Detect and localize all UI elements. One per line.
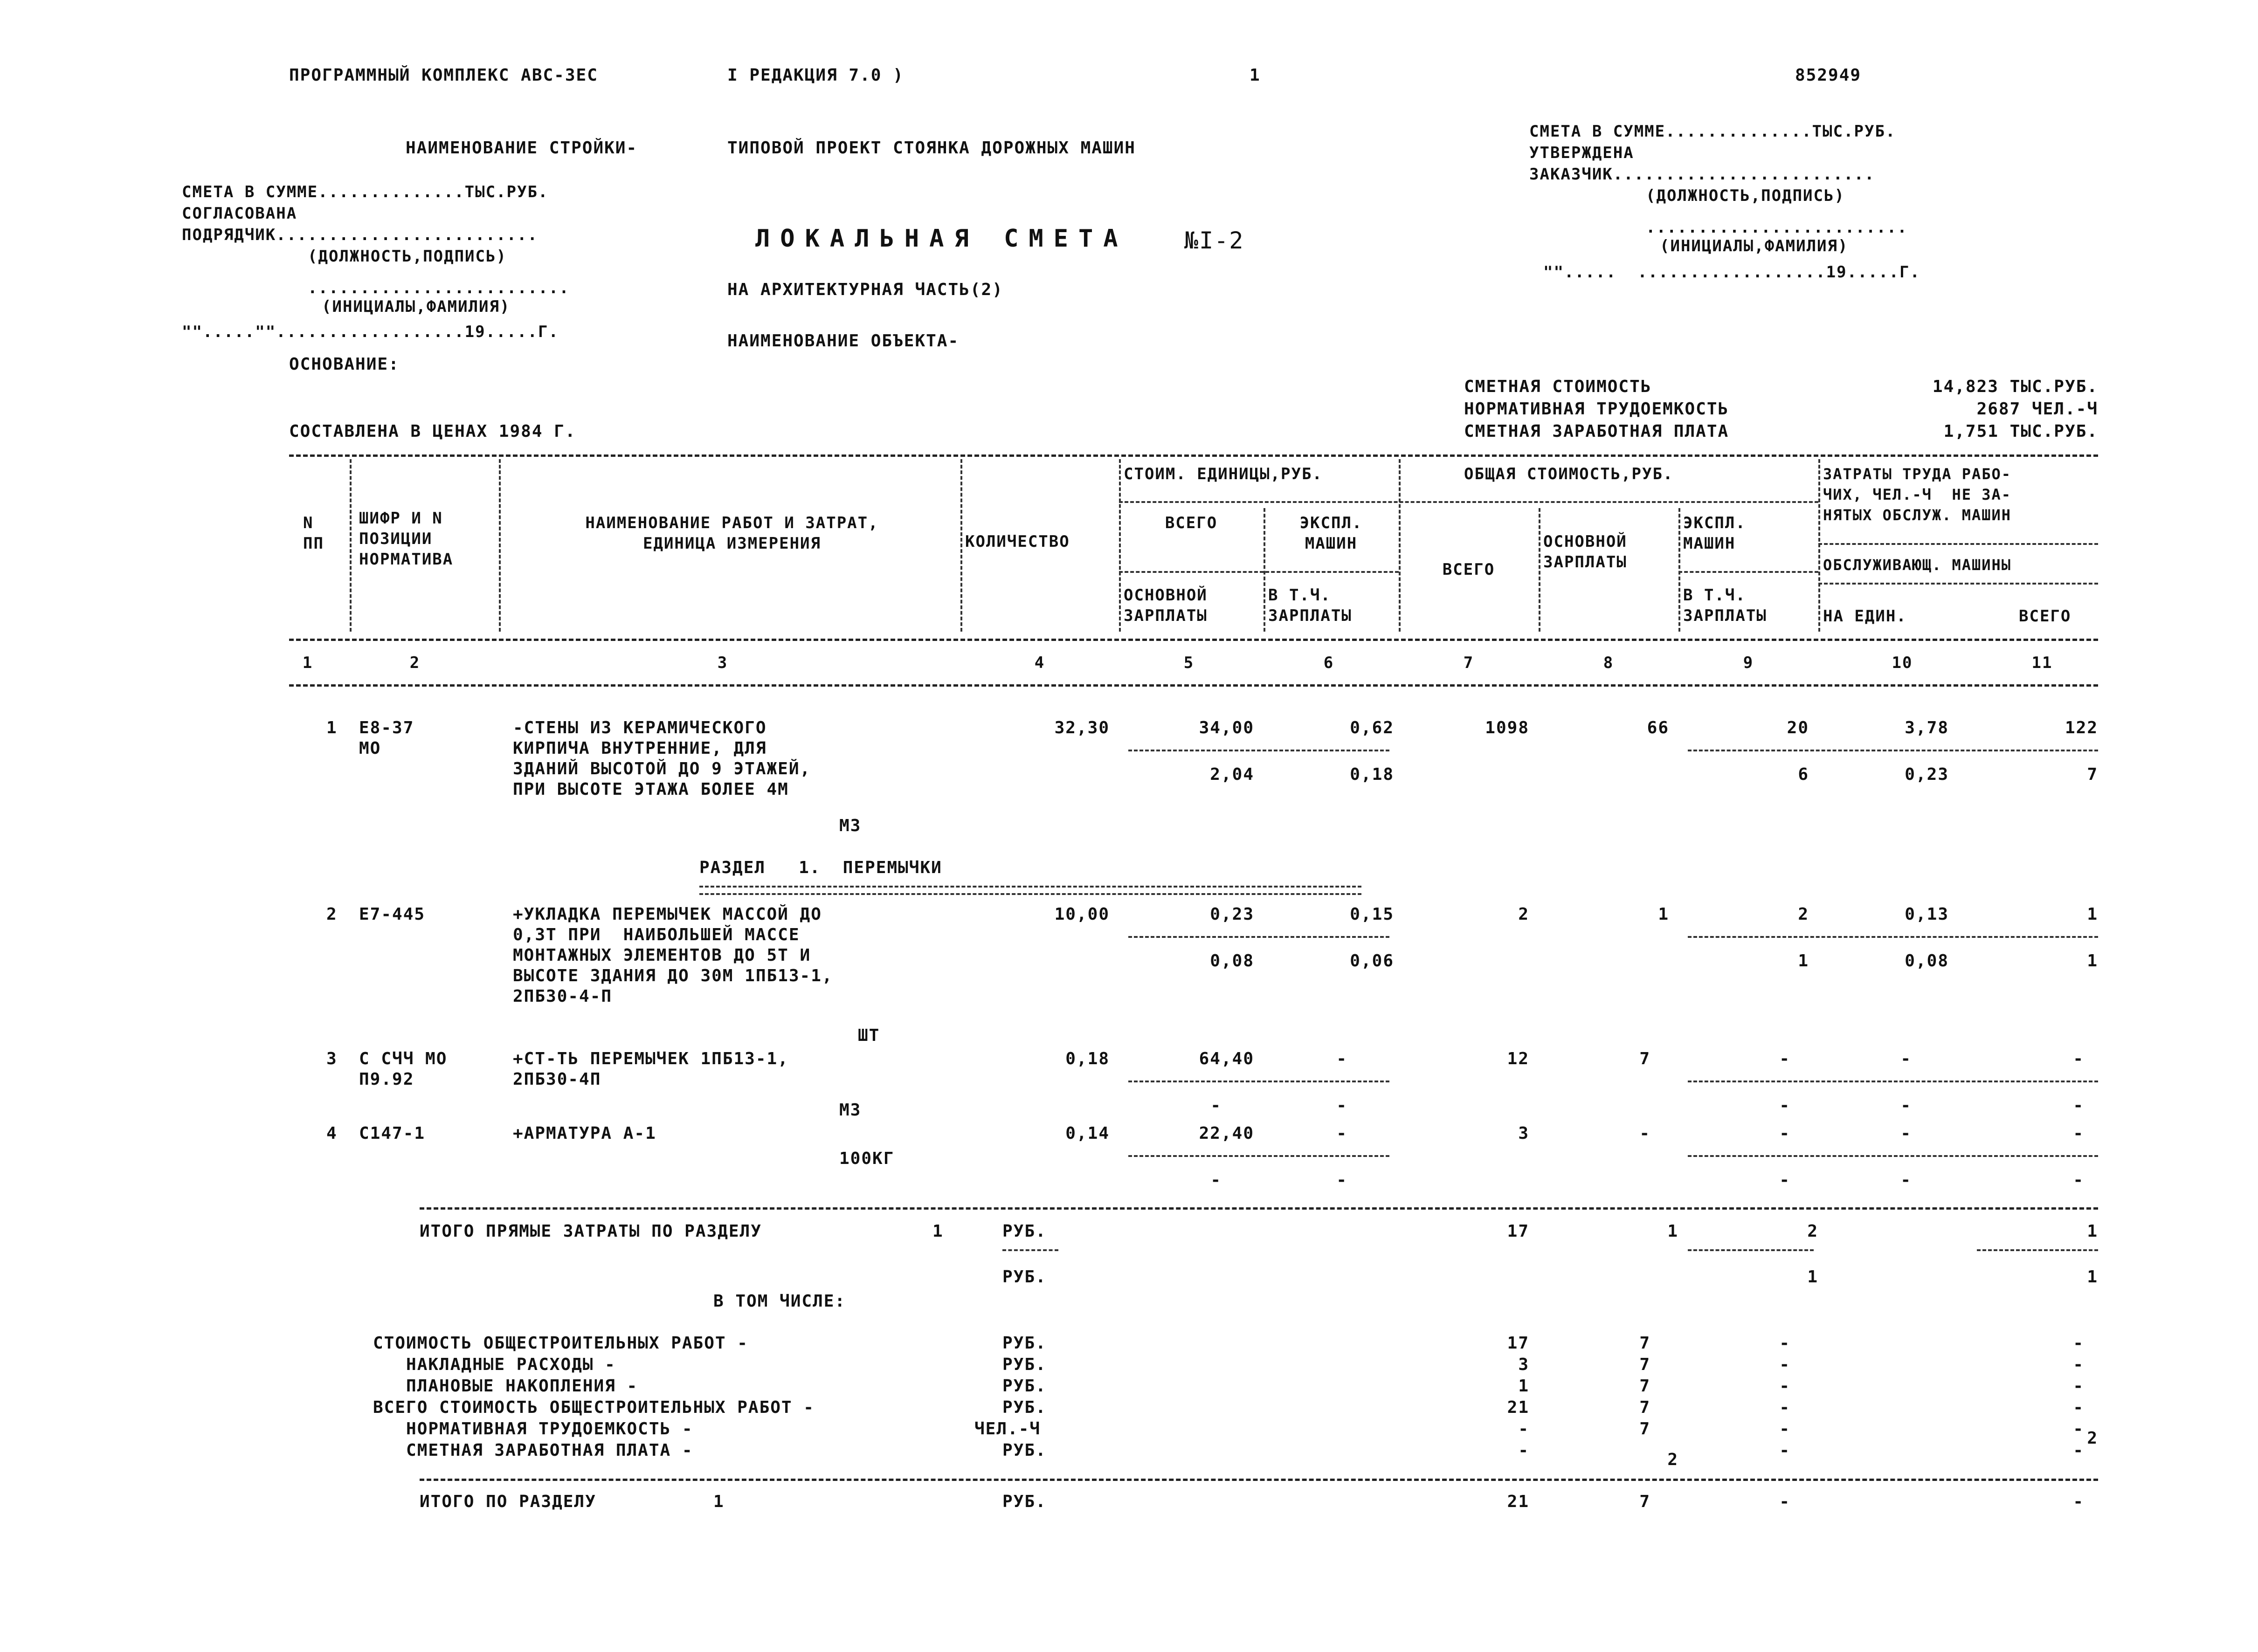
row-code: С СЧЧ МО П9.92 bbox=[359, 1049, 448, 1089]
right-approved: УТВЕРЖДЕНА bbox=[1529, 144, 1634, 162]
th-code: ШИФР И N ПОЗИЦИИ НОРМАТИВА bbox=[359, 509, 454, 569]
breakdown-unit: РУБ. bbox=[1002, 1355, 1047, 1374]
th-unit-basic: ОСНОВНОЙ ЗАРПЛАТЫ bbox=[1124, 586, 1208, 625]
row-unit: М3 bbox=[839, 816, 862, 835]
row-quantity: 10,00 bbox=[1054, 905, 1110, 924]
row-total-incl: - bbox=[1779, 1096, 1790, 1115]
th-rule bbox=[1119, 571, 1399, 573]
row-total: 3 bbox=[1518, 1124, 1529, 1143]
breakdown-mach: - bbox=[1779, 1419, 1790, 1439]
header-col-sep bbox=[960, 459, 962, 632]
section-total-basic: 7 bbox=[1639, 1492, 1650, 1511]
section-total-mach: - bbox=[1779, 1492, 1790, 1511]
row-labor-unit2: - bbox=[1900, 1096, 1912, 1115]
including-label: В ТОМ ЧИСЛЕ: bbox=[713, 1292, 846, 1311]
row-total-mach: 2 bbox=[1798, 905, 1809, 924]
row-name: +СТ-ТЬ ПЕРЕМЫЧЕК 1ПБ13-1, 2ПБ30-4П bbox=[513, 1049, 789, 1089]
breakdown-mach: - bbox=[1779, 1398, 1790, 1417]
th-col-num: 3 bbox=[717, 654, 728, 672]
row-subrule bbox=[1688, 936, 2098, 938]
row-unit-incl: - bbox=[1336, 1096, 1347, 1115]
row-labor-unit2: 0,08 bbox=[1905, 951, 1949, 971]
row-unit-basic: - bbox=[1210, 1096, 1222, 1115]
part-name: НА АРХИТЕКТУРНАЯ ЧАСТЬ(2) bbox=[727, 280, 1003, 299]
row-labor-total2: 7 bbox=[2087, 765, 2098, 784]
th-labor-group: ЗАТРАТЫ ТРУДА РАБО- ЧИХ, ЧЕЛ.-Ч НЕ ЗА- НЯТЫХ ОБСЛУЖ. МАШИН bbox=[1823, 465, 2012, 524]
left-agreed: СОГЛАСОВАНА bbox=[182, 204, 297, 223]
totals-subrule bbox=[1977, 1249, 2098, 1251]
row-subrule bbox=[1688, 1081, 2098, 1082]
th-col-num: 1 bbox=[302, 654, 313, 672]
row-subrule bbox=[1128, 936, 1389, 938]
breakdown-labor: - bbox=[2073, 1419, 2084, 1439]
osnovanie-label: ОСНОВАНИЕ: bbox=[289, 355, 400, 374]
object-label: НАИМЕНОВАНИЕ ОБЪЕКТА- bbox=[727, 331, 960, 351]
breakdown-basic: 7 bbox=[1639, 1398, 1650, 1417]
breakdown-total: - bbox=[1518, 1441, 1529, 1460]
row-number: 3 bbox=[326, 1049, 338, 1068]
breakdown-mach: - bbox=[1779, 1334, 1790, 1353]
row-labor-total2: - bbox=[2073, 1096, 2084, 1115]
breakdown-label: СМЕТНАЯ ЗАРАБОТНАЯ ПЛАТА - bbox=[373, 1441, 693, 1460]
breakdown-mach: - bbox=[1779, 1441, 1790, 1460]
breakdown-basic: 7 bbox=[1639, 1377, 1650, 1396]
summary-labor-label: НОРМАТИВНАЯ ТРУДОЕМКОСТЬ bbox=[1464, 399, 1729, 419]
edition: I РЕДАКЦИЯ 7.0 ) bbox=[727, 66, 904, 85]
breakdown-mach: - bbox=[1779, 1355, 1790, 1374]
totals-subrule bbox=[1002, 1249, 1058, 1251]
row-unit-incl: - bbox=[1336, 1170, 1347, 1190]
breakdown-total: 21 bbox=[1507, 1398, 1529, 1417]
summary-wage-label: СМЕТНАЯ ЗАРАБОТНАЯ ПЛАТА bbox=[1464, 422, 1729, 441]
header-col-sep bbox=[1399, 459, 1401, 632]
left-position-sign: (ДОЛЖНОСТЬ,ПОДПИСЬ) bbox=[308, 247, 507, 266]
direct-costs-basic: 1 bbox=[1667, 1222, 1678, 1241]
row-total: 12 bbox=[1507, 1049, 1529, 1068]
breakdown-unit: РУБ. bbox=[1002, 1398, 1047, 1417]
th-labor-sub: ОБСЛУЖИВАЮЩ. МАШИНЫ bbox=[1823, 556, 2012, 574]
th-rule bbox=[1119, 501, 1818, 503]
row-code: Е7-445 bbox=[359, 905, 426, 924]
th-unit-group: СТОИМ. ЕДИНИЦЫ,РУБ. bbox=[1124, 465, 1323, 483]
row-unit-basic: 2,04 bbox=[1210, 765, 1254, 784]
row-unit: М3 bbox=[839, 1101, 862, 1120]
row-subrule bbox=[1688, 750, 2098, 751]
th-col-num: 7 bbox=[1463, 654, 1474, 672]
row-unit: 100КГ bbox=[839, 1149, 895, 1168]
section-title: РАЗДЕЛ 1. ПЕРЕМЫЧКИ bbox=[699, 858, 942, 877]
summary-wage-value: 1,751 ТЫС.РУБ. bbox=[1943, 422, 2098, 441]
direct-costs-mach2: 1 bbox=[1807, 1267, 1818, 1287]
row-labor-total: - bbox=[2073, 1049, 2084, 1068]
th-number: N ПП bbox=[303, 514, 324, 553]
direct-costs-labor: 1 bbox=[2087, 1222, 2098, 1241]
th-unit-incl: В Т.Ч. ЗАРПЛАТЫ bbox=[1268, 586, 1352, 625]
breakdown-extra: 2 bbox=[2087, 1429, 2098, 1448]
row-unit-mach: - bbox=[1336, 1049, 1347, 1068]
left-sum: СМЕТА В СУММЕ..............ТЫС.РУБ. bbox=[182, 183, 549, 201]
breakdown-label: НОРМАТИВНАЯ ТРУДОЕМКОСТЬ - bbox=[373, 1419, 693, 1439]
section-total-rule bbox=[420, 1479, 2098, 1481]
header-top-rule bbox=[289, 454, 2098, 457]
row-unit-basic: 0,08 bbox=[1210, 951, 1254, 971]
breakdown-total: - bbox=[1518, 1419, 1529, 1439]
th-rule bbox=[1818, 543, 2098, 545]
page-number: 1 bbox=[1250, 66, 1261, 85]
header-col-sep bbox=[1539, 508, 1540, 632]
section-underline bbox=[699, 886, 1361, 895]
page-title-number: №I-2 bbox=[1184, 227, 1244, 254]
row-total-incl: 6 bbox=[1798, 765, 1809, 784]
direct-costs-total: 17 bbox=[1507, 1222, 1529, 1241]
direct-costs-unit: РУБ. bbox=[1002, 1222, 1047, 1241]
row-unit-total: 34,00 bbox=[1199, 718, 1254, 737]
row-labor-total: 122 bbox=[2065, 718, 2098, 737]
th-unit-total: ВСЕГО bbox=[1165, 514, 1218, 532]
header-col-sep bbox=[350, 459, 352, 632]
th-total-mach: ЭКСПЛ. МАШИН bbox=[1683, 514, 1746, 553]
right-dots: ......................... bbox=[1646, 218, 1908, 237]
right-customer: ЗАКАЗЧИК......................... bbox=[1529, 165, 1875, 184]
breakdown-basic: 2 bbox=[1667, 1450, 1678, 1469]
summary-labor-value: 2687 ЧЕЛ.-Ч bbox=[1976, 399, 2098, 419]
row-total-mach: 20 bbox=[1787, 718, 1809, 737]
row-unit-mach: 0,15 bbox=[1350, 905, 1394, 924]
row-total: 2 bbox=[1518, 905, 1529, 924]
th-total-incl: В Т.Ч. ЗАРПЛАТЫ bbox=[1683, 586, 1767, 625]
row-unit-total: 64,40 bbox=[1199, 1049, 1254, 1068]
direct-costs-label: ИТОГО ПРЯМЫЕ ЗАТРАТЫ ПО РАЗДЕЛУ bbox=[420, 1222, 762, 1241]
left-dots: ......................... bbox=[308, 279, 570, 297]
header-number-rule bbox=[289, 639, 2098, 641]
row-quantity: 0,14 bbox=[1065, 1124, 1110, 1143]
row-subrule bbox=[1128, 1081, 1389, 1082]
row-unit-mach: 0,62 bbox=[1350, 718, 1394, 737]
breakdown-basic: 7 bbox=[1639, 1355, 1650, 1374]
header-col-sep bbox=[1119, 459, 1121, 632]
prices-basis: СОСТАВЛЕНА В ЦЕНАХ 1984 Г. bbox=[289, 422, 576, 441]
section-total-labor: - bbox=[2073, 1492, 2084, 1511]
th-col-num: 11 bbox=[2031, 654, 2053, 672]
row-total-mach: - bbox=[1779, 1049, 1790, 1068]
header-bottom-rule bbox=[289, 684, 2098, 687]
row-labor-unit2: 0,23 bbox=[1905, 765, 1949, 784]
th-col-num: 9 bbox=[1743, 654, 1754, 672]
row-labor-unit: - bbox=[1900, 1124, 1912, 1143]
row-subrule bbox=[1128, 1155, 1389, 1157]
direct-costs-labor2: 1 bbox=[2087, 1267, 2098, 1287]
breakdown-mach: - bbox=[1779, 1377, 1790, 1396]
header-col-sep bbox=[1264, 508, 1265, 632]
row-unit-incl: 0,18 bbox=[1350, 765, 1394, 784]
breakdown-total: 17 bbox=[1507, 1334, 1529, 1353]
left-initials: (ИНИЦИАЛЫ,ФАМИЛИЯ) bbox=[322, 297, 511, 316]
direct-costs-mach: 2 bbox=[1807, 1222, 1818, 1241]
th-total-all: ВСЕГО bbox=[1442, 560, 1495, 579]
th-col-num: 2 bbox=[409, 654, 421, 672]
left-date: "".....""..................19.....Г. bbox=[182, 323, 559, 341]
row-labor-unit2: - bbox=[1900, 1170, 1912, 1190]
breakdown-total: 1 bbox=[1518, 1377, 1529, 1396]
row-number: 2 bbox=[326, 905, 338, 924]
header-col-sep bbox=[1678, 508, 1680, 632]
breakdown-label: СТОИМОСТЬ ОБЩЕСТРОИТЕЛЬНЫХ РАБОТ - bbox=[373, 1334, 748, 1353]
stroika-value: ТИПОВОЙ ПРОЕКТ СТОЯНКА ДОРОЖНЫХ МАШИН bbox=[727, 138, 1136, 158]
row-name: +АРМАТУРА А-1 bbox=[513, 1124, 656, 1143]
row-total-mach: - bbox=[1779, 1124, 1790, 1143]
row-total-incl: 1 bbox=[1798, 951, 1809, 971]
row-name: +УКЛАДКА ПЕРЕМЫЧЕК МАССОЙ ДО 0,3Т ПРИ НАИБОЛЬШЕЙ МАССЕ МОНТАЖНЫХ ЭЛЕМЕНТОВ ДО 5Т И ВЫСОТЕ ЗДАНИЯ ДО 30М 1ПБ13-1, 2ПБ30-4-П bbox=[513, 905, 833, 1006]
breakdown-labor: - bbox=[2073, 1441, 2084, 1460]
breakdown-label: НАКЛАДНЫЕ РАСХОДЫ - bbox=[373, 1355, 616, 1374]
th-col-num: 10 bbox=[1892, 654, 1913, 672]
right-date: ""..... ..................19.....Г. bbox=[1543, 263, 1920, 282]
breakdown-basic: 7 bbox=[1639, 1419, 1650, 1439]
breakdown-basic: 7 bbox=[1639, 1334, 1650, 1353]
breakdown-labor: - bbox=[2073, 1377, 2084, 1396]
row-labor-total: 1 bbox=[2087, 905, 2098, 924]
direct-costs-unit2: РУБ. bbox=[1002, 1267, 1047, 1287]
row-unit-total: 0,23 bbox=[1210, 905, 1254, 924]
row-quantity: 0,18 bbox=[1065, 1049, 1110, 1068]
row-unit-mach: - bbox=[1336, 1124, 1347, 1143]
row-labor-total: - bbox=[2073, 1124, 2084, 1143]
breakdown-total: 3 bbox=[1518, 1355, 1529, 1374]
th-col-num: 6 bbox=[1323, 654, 1334, 672]
th-name: НАИМЕНОВАНИЕ РАБОТ И ЗАТРАТ, ЕДИНИЦА ИЗМЕРЕНИЯ bbox=[585, 514, 879, 553]
document-code: 852949 bbox=[1795, 66, 1862, 85]
header-col-sep bbox=[499, 459, 501, 632]
row-total: 1098 bbox=[1485, 718, 1529, 737]
right-position-sign: (ДОЛЖНОСТЬ,ПОДПИСЬ) bbox=[1646, 186, 1845, 205]
th-col-num: 4 bbox=[1034, 654, 1045, 672]
direct-costs-section: 1 bbox=[932, 1222, 944, 1241]
row-unit: ШТ bbox=[858, 1026, 880, 1045]
right-initials: (ИНИЦИАЛЫ,ФАМИЛИЯ) bbox=[1660, 237, 1849, 255]
row-total-basic: 7 bbox=[1639, 1049, 1650, 1068]
th-col-num: 5 bbox=[1183, 654, 1195, 672]
row-name: -СТЕНЫ ИЗ КЕРАМИЧЕСКОГО КИРПИЧА ВНУТРЕННИЕ, ДЛЯ ЗДАНИЙ ВЫСОТОЙ ДО 9 ЭТАЖЕЙ, ПРИ ВЫСОТЕ ЭТАЖА БОЛЕЕ 4М bbox=[513, 718, 811, 799]
row-labor-unit: 0,13 bbox=[1905, 905, 1949, 924]
th-total-basic: ОСНОВНОЙ ЗАРПЛАТЫ bbox=[1543, 532, 1627, 571]
breakdown-labor: - bbox=[2073, 1355, 2084, 1374]
row-labor-unit: - bbox=[1900, 1049, 1912, 1068]
program-name: ПРОГРАММНЫЙ КОМПЛЕКС АВС-3ЕС bbox=[289, 66, 598, 85]
row-code: Е8-37 МО bbox=[359, 718, 414, 758]
row-number: 4 bbox=[326, 1124, 338, 1143]
breakdown-unit: ЧЕЛ.-Ч bbox=[974, 1419, 1041, 1439]
th-quantity: КОЛИЧЕСТВО bbox=[965, 532, 1070, 551]
row-subrule bbox=[1688, 1155, 2098, 1157]
breakdown-labor: - bbox=[2073, 1398, 2084, 1417]
th-unit-mach: ЭКСПЛ. МАШИН bbox=[1299, 514, 1363, 553]
right-sum: СМЕТА В СУММЕ..............ТЫС.РУБ. bbox=[1529, 122, 1896, 141]
breakdown-unit: РУБ. bbox=[1002, 1377, 1047, 1396]
row-subrule bbox=[1128, 750, 1389, 751]
th-labor-unit: НА ЕДИН. bbox=[1823, 607, 1907, 626]
th-col-num: 8 bbox=[1603, 654, 1614, 672]
breakdown-unit: РУБ. bbox=[1002, 1441, 1047, 1460]
totals-subrule bbox=[1688, 1249, 1814, 1251]
row-total-basic: - bbox=[1639, 1124, 1650, 1143]
row-code: С147-1 bbox=[359, 1124, 426, 1143]
th-rule bbox=[1678, 571, 1818, 573]
row-unit-incl: 0,06 bbox=[1350, 951, 1394, 971]
th-labor-total: ВСЕГО bbox=[2019, 607, 2072, 626]
row-labor-unit: 3,78 bbox=[1905, 718, 1949, 737]
section-total-label: ИТОГО ПО РАЗДЕЛУ bbox=[420, 1492, 596, 1511]
header-col-sep bbox=[1818, 459, 1820, 632]
breakdown-labor: - bbox=[2073, 1334, 2084, 1353]
summary-cost-label: СМЕТНАЯ СТОИМОСТЬ bbox=[1464, 377, 1652, 396]
row-total-incl: - bbox=[1779, 1170, 1790, 1190]
breakdown-unit: РУБ. bbox=[1002, 1334, 1047, 1353]
row-labor-total2: 1 bbox=[2087, 951, 2098, 971]
left-contractor: ПОДРЯДЧИК......................... bbox=[182, 226, 538, 244]
row-labor-total2: - bbox=[2073, 1170, 2084, 1190]
row-total-basic: 1 bbox=[1658, 905, 1669, 924]
row-number: 1 bbox=[326, 718, 338, 737]
th-rule bbox=[1818, 583, 2098, 585]
breakdown-label: ПЛАНОВЫЕ НАКОПЛЕНИЯ - bbox=[373, 1377, 638, 1396]
section-total-unit: РУБ. bbox=[1002, 1492, 1047, 1511]
row-unit-basic: - bbox=[1210, 1170, 1222, 1190]
section-total-number: 1 bbox=[713, 1492, 725, 1511]
row-unit-total: 22,40 bbox=[1199, 1124, 1254, 1143]
page-title: ЛОКАЛЬНАЯ СМЕТА bbox=[755, 225, 1128, 253]
th-total-group: ОБЩАЯ СТОИМОСТЬ,РУБ. bbox=[1464, 465, 1674, 483]
section-total-value: 21 bbox=[1507, 1492, 1529, 1511]
totals-top-rule bbox=[420, 1207, 2098, 1210]
breakdown-label: ВСЕГО СТОИМОСТЬ ОБЩЕСТРОИТЕЛЬНЫХ РАБОТ - bbox=[373, 1398, 815, 1417]
row-quantity: 32,30 bbox=[1054, 718, 1110, 737]
summary-cost-value: 14,823 ТЫС.РУБ. bbox=[1932, 377, 2098, 396]
stroika-label: НАИМЕНОВАНИЕ СТРОЙКИ- bbox=[406, 138, 638, 158]
row-total-basic: 66 bbox=[1647, 718, 1669, 737]
